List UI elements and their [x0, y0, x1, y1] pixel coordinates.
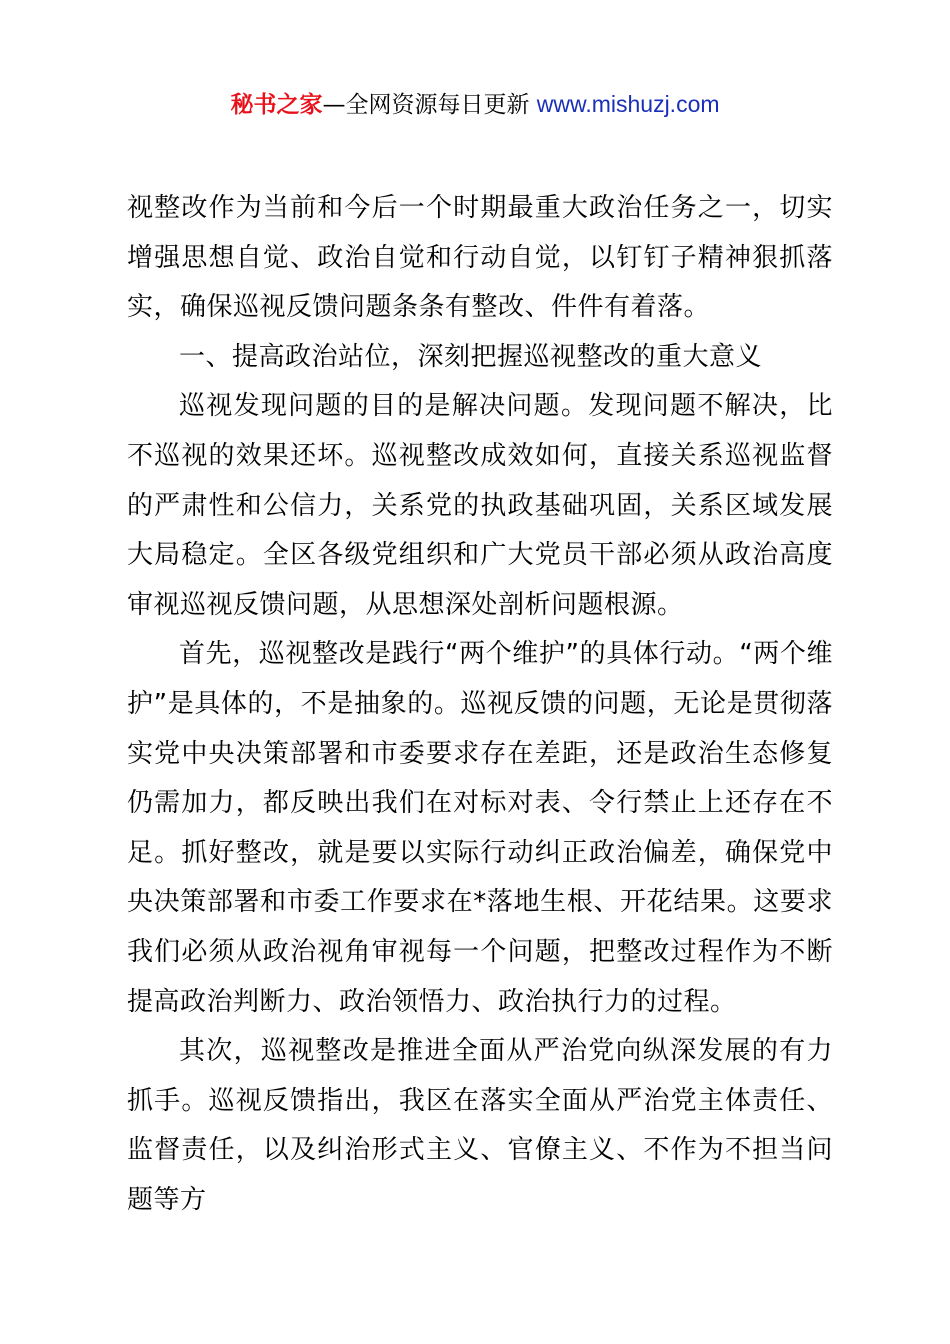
paragraph: 巡视发现问题的目的是解决问题。发现问题不解决，比不巡视的效果还坏。巡视整改成效如何，直接关系巡视监督的严肃性和公信力，关系党的执政基础巩固，关系区域发展大局稳定。全区各级党组织和广大党员干部必须从政治高度审视巡视反馈问题，从思想深处剖析问题根源。: [127, 391, 833, 620]
paragraph: 首先，巡视整改是践行“两个维护”的具体行动。“两个维护”是具体的，不是抽象的。巡视反馈的问题，无论是贯彻落实党中央决策部署和市委要求存在差距，还是政治生态修复仍需加力，都反映出我们在对标对表、令行禁止上还存在不足。抓好整改，就是要以实际行动纠正政治偏差，确保党中央决策部署和市委工作要求在*落地生根、开花结果。这要求我们必须从政治视角审视每一个问题，把整改过程作为不断提高政治判断力、政治领悟力、政治执行力的过程。: [127, 639, 833, 1017]
paragraph: 其次，巡视整改是推进全面从严治党向纵深发展的有力抓手。巡视反馈指出，我区在落实全面从严治党主体责任、监督责任，以及纠治形式主义、官僚主义、不作为不担当问题等方: [127, 1036, 833, 1215]
header-url-link[interactable]: www.mishuzj.com: [536, 91, 720, 117]
page-header: [0, 86, 950, 123]
header-brand: 秘书之家: [230, 92, 323, 118]
header-tagline: —全网资源每日更新: [322, 92, 537, 118]
paragraph-continuation: 视整改作为当前和今后一个时期最重大政治任务之一，切实增强思想自觉、政治自觉和行动自觉，以钉钉子精神狠抓落实，确保巡视反馈问题条条有整改、件件有着落。: [127, 193, 833, 323]
section-heading-1: 一、提高政治站位，深刻把握巡视整改的重大意义: [179, 341, 763, 372]
document-body: [127, 184, 833, 1225]
